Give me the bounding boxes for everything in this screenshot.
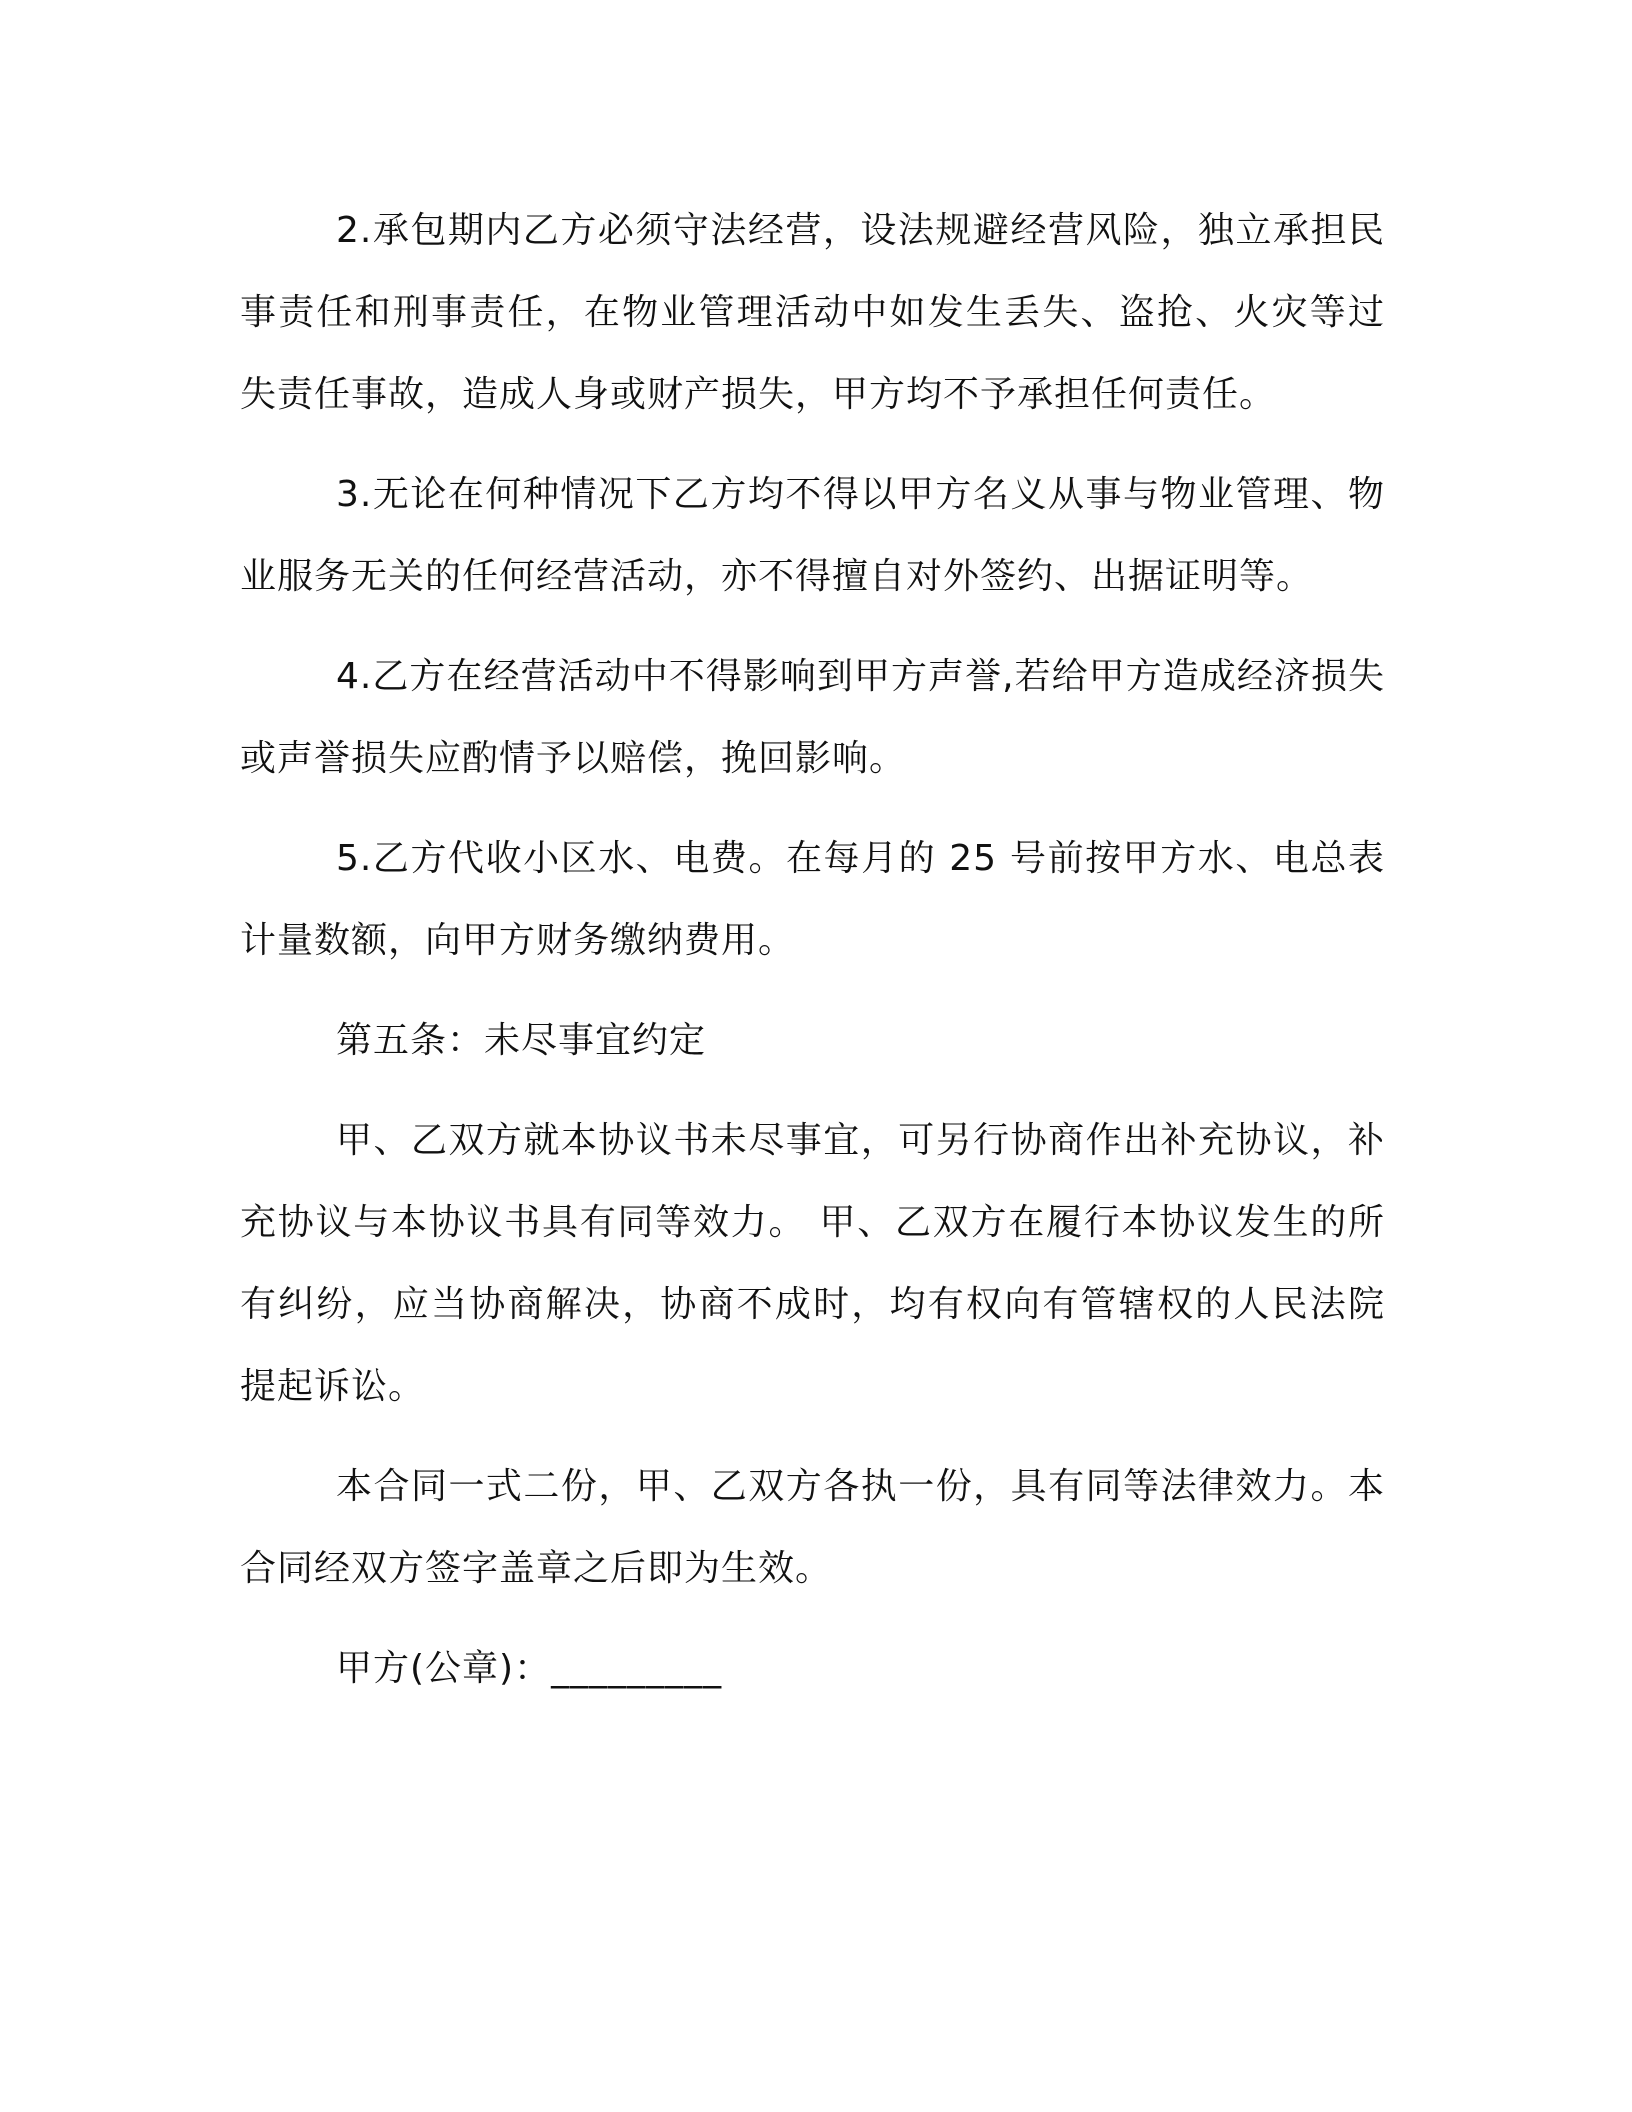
supplementary-agreement-paragraph: 甲、乙双方就本协议书未尽事宜，可另行协商作出补充协议，补充协议与本协议书具有同等效力。 甲、乙双方在履行本协议发生的所有纠纷，应当协商解决，协商不成时，均有权向有管辖权的人民法院提起诉讼。 [240, 1120, 1385, 1407]
clause-3-paragraph: 3.无论在何种情况下乙方均不得以甲方名义从事与物业管理、物业服务无关的任何经营活动，亦不得擅自对外签约、出据证明等。 [240, 474, 1385, 597]
clause-2-paragraph: 2.承包期内乙方必须守法经营，设法规避经营风险，独立承担民事责任和刑事责任，在物业管理活动中如发生丢失、盗抢、火灾等过失责任事故，造成人身或财产损失，甲方均不予承担任何责任。 [240, 210, 1385, 415]
section-heading: 第五条：未尽事宜约定 [336, 1020, 707, 1061]
party-a-signature-line: 甲方(公章)：_________ [336, 1648, 723, 1689]
clause-4-paragraph: 4.乙方在经营活动中不得影响到甲方声誉,若给甲方造成经济损失或声誉损失应酌情予以赔偿，挽回影响。 [240, 656, 1385, 779]
document-body [240, 190, 1385, 1710]
clause-5-paragraph: 5.乙方代收小区水、电费。在每月的 25 号前按甲方水、电总表计量数额，向甲方财务缴纳费用。 [240, 838, 1385, 961]
contract-copies-paragraph: 本合同一式二份，甲、乙双方各执一份，具有同等法律效力。本合同经双方签字盖章之后即为生效。 [240, 1466, 1385, 1589]
